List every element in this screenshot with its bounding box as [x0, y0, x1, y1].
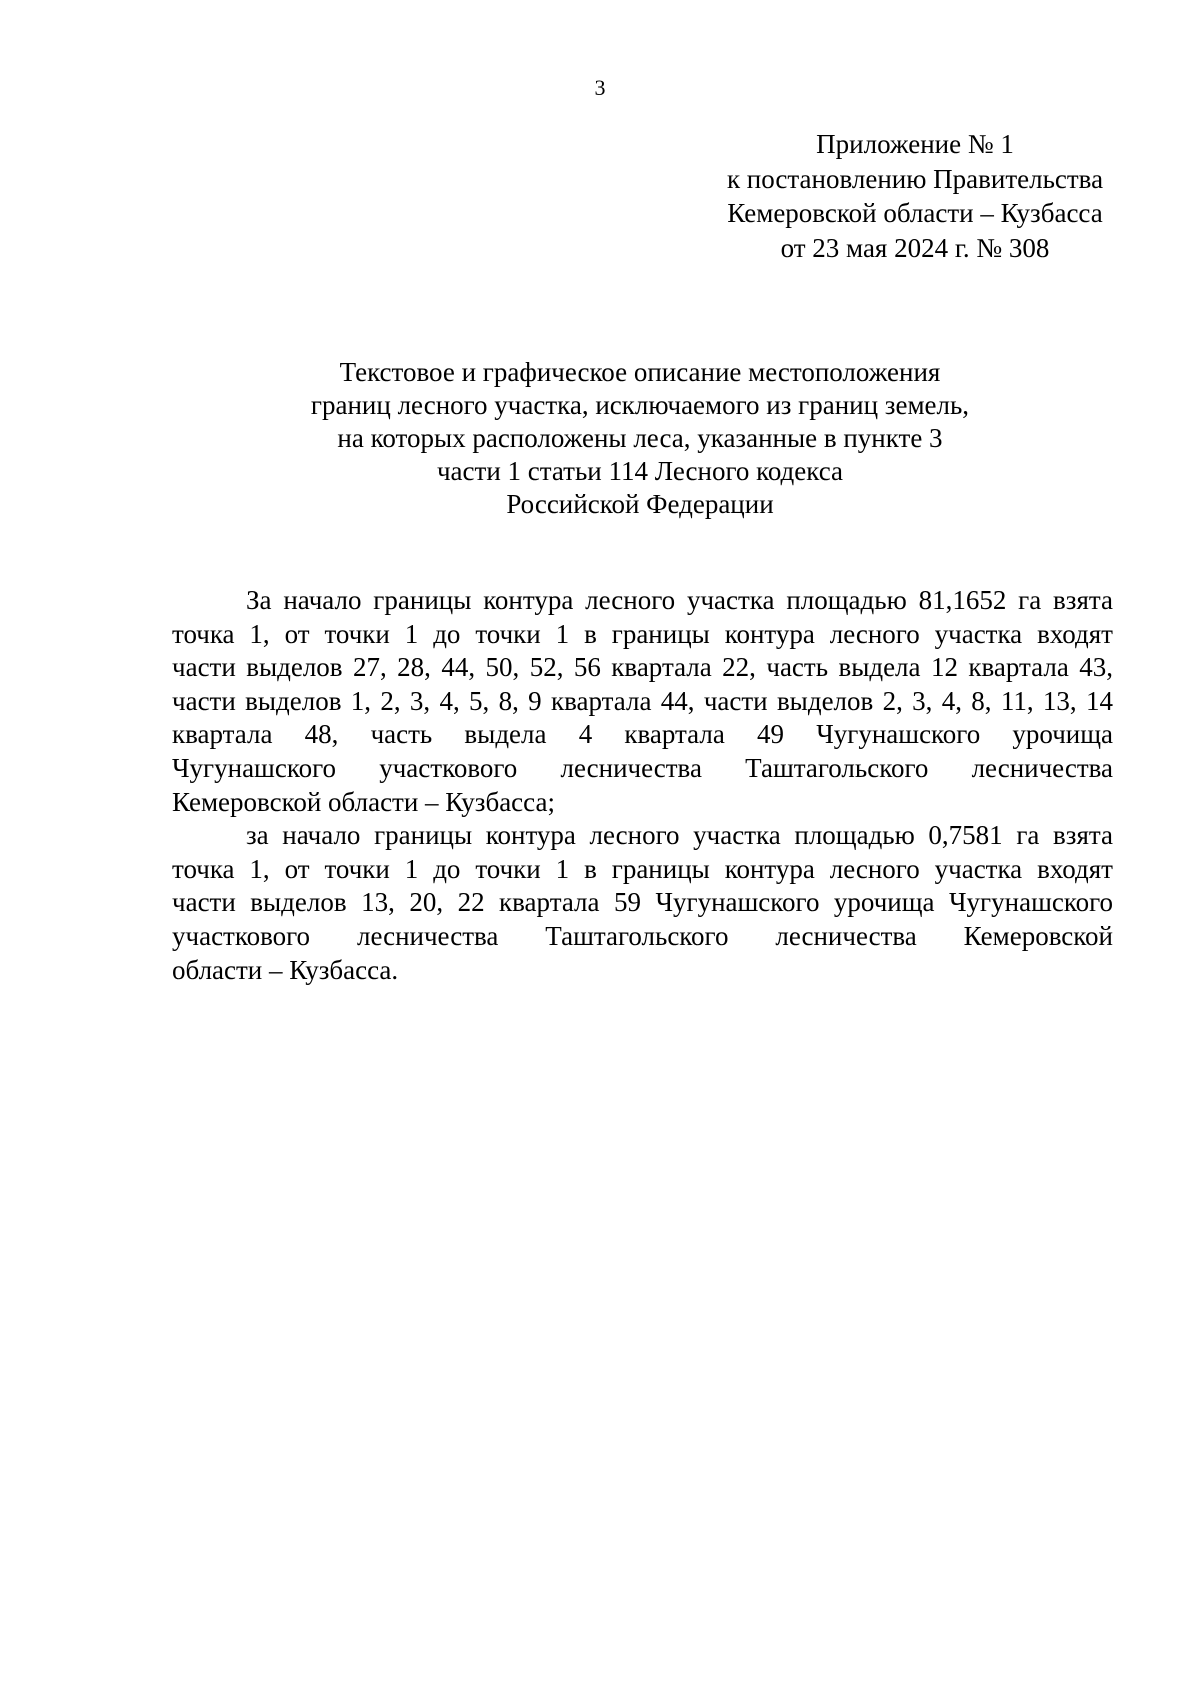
text-line: области – Кузбасса.: [172, 954, 399, 985]
title-line: Российской Федерации: [506, 489, 774, 519]
paragraph-2: [172, 819, 1113, 987]
text-line: участкового лесничества Таштагольского лесничества Кемеровской: [172, 920, 1113, 951]
text-line: квартала 48, часть выдела 4 квартала 49 Чугунашского урочища: [172, 719, 1113, 750]
appendix-line: к постановлению Правительства: [726, 163, 1104, 194]
appendix-line: Кемеровской области – Кузбасса: [727, 198, 1103, 228]
appendix-line: Приложение № 1: [816, 129, 1014, 159]
text-line: части выделов 1, 2, 3, 4, 5, 8, 9 квартала 44, части выделов 2, 3, 4, 8, 11, 13, 14: [172, 685, 1113, 716]
paragraph-1: [172, 584, 1113, 819]
text-line: точка 1, от точки 1 до точки 1 в границы контура лесного участка входят: [172, 618, 1113, 649]
document-title: [170, 356, 1110, 521]
page-number: 3: [594, 75, 606, 100]
text-line: за начало границы контура лесного участка площадью 0,7581 га взята: [246, 820, 1113, 851]
title-line: на которых расположены леса, указанные в пункте 3: [337, 423, 943, 453]
appendix-line: от 23 мая 2024 г. № 308: [780, 232, 1050, 263]
text-line: Чугунашского участкового лесничества Таштагольского лесничества: [172, 752, 1113, 783]
title-line: границ лесного участка, исключаемого из границ земель,: [310, 390, 970, 420]
text-line: За начало границы контура лесного участка площадью 81,1652 га взята: [246, 585, 1113, 615]
title-line: части 1 статьи 114 Лесного кодекса: [436, 456, 844, 486]
text-line: точка 1, от точки 1 до точки 1 в границы контура лесного участка входят: [172, 853, 1113, 884]
appendix-block: [720, 127, 1110, 265]
title-line: Текстовое и графическое описание местоположения: [339, 357, 941, 387]
text-line: Кемеровской области – Кузбасса;: [172, 786, 555, 817]
text-line: части выделов 27, 28, 44, 50, 52, 56 квартала 22, часть выдела 12 квартала 43,: [172, 652, 1113, 683]
text-line: части выделов 13, 20, 22 квартала 59 Чугунашского урочища Чугунашского: [172, 887, 1113, 918]
document-body: [172, 584, 1113, 987]
